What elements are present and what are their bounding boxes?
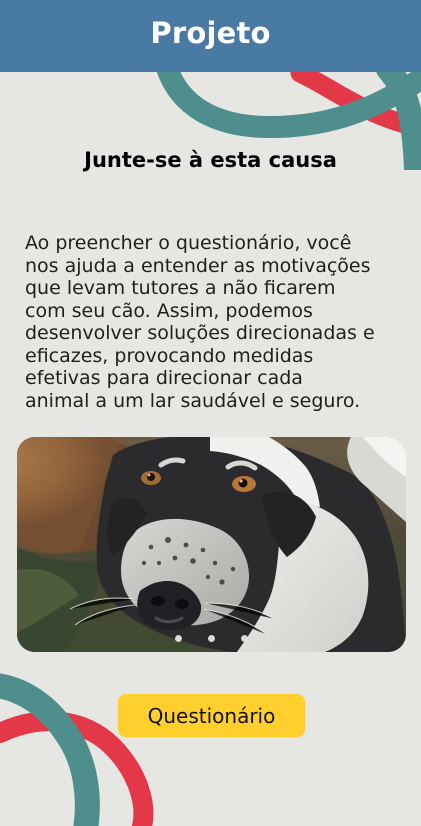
project-description: Ao preencher o questionário, você nos ajuda a entender as motivações que levam tutores a não ficarem com seu cão. Assim, podemos desenvolver soluções direcionadas e eficazes, provocando medidas efetivas para direcionar cada animal a um lar saudável e seguro. [25,232,375,412]
app-header [0,0,421,72]
carousel-pagination [0,635,421,649]
carousel-dot-3[interactable] [241,635,248,642]
dog-photo [17,437,406,652]
carousel-dot-1[interactable] [175,635,182,642]
cause-heading: Junte-se à esta causa [84,148,337,172]
page-title: Projeto [150,16,271,50]
image-carousel[interactable] [17,437,406,652]
decorative-ribbons-bottom [0,660,421,826]
carousel-dot-2[interactable] [208,635,215,642]
questionnaire-button[interactable]: Questionário [118,694,305,737]
